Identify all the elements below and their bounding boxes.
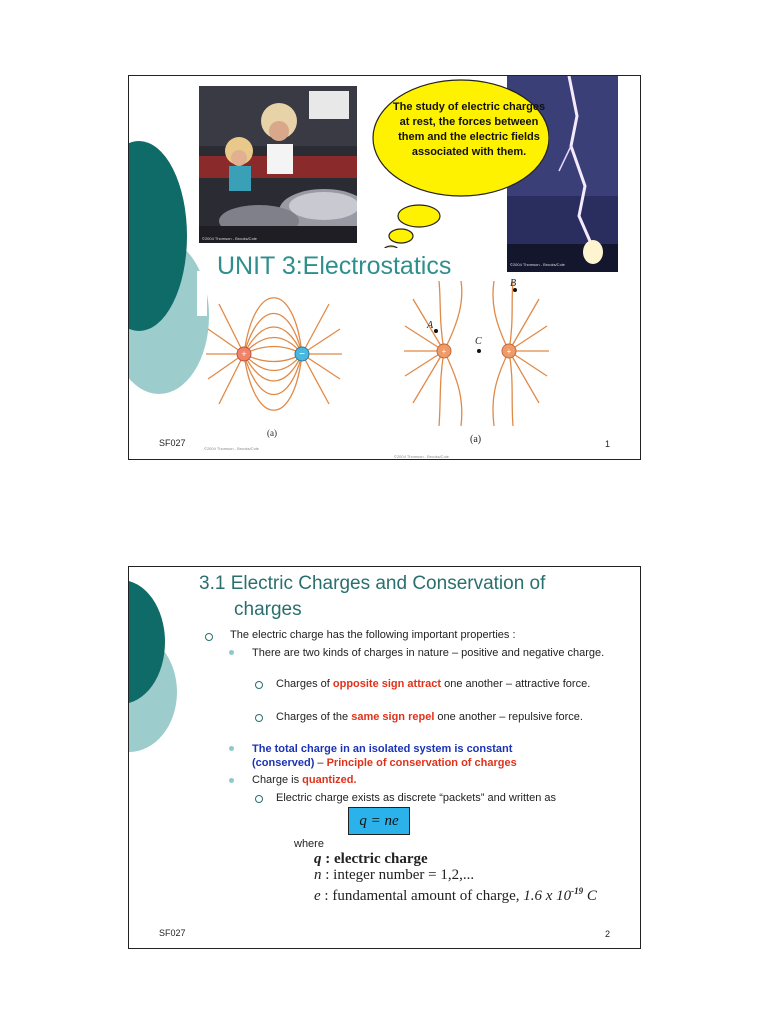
left-diagram-credit: ©2004 Thomson - Brooks/Cole [204,446,259,451]
title-line-1: 3.1 Electric Charges and Conservation of [199,573,546,594]
lightning-photo-credit: ©2004 Thomson - Brooks/Cole [510,262,565,267]
bullet-conservation: The total charge in an isolated system is constant (conserved) – Principle of conservation of charges [252,743,517,769]
where-label: where [294,838,324,850]
bullet-quantized: Charge is quantized. [252,774,357,786]
static-hair-photo [199,86,357,243]
intro-text: The electric charge has the following important properties : [230,629,516,641]
bullet-icon [229,746,234,751]
svg-text:+: + [441,347,447,356]
bullet-repel: Charges of the same sign repel one another – repulsive force. [276,711,583,723]
formula: q = ne [359,813,399,829]
formula-box [348,807,410,835]
bullet-attract: Charges of opposite sign attract one another – attractive force. [276,678,591,690]
dipole-field-diagram [204,284,364,424]
svg-text:+: + [506,347,512,356]
bullet-icon [255,714,263,722]
bullet-two-kinds: There are two kinds of charges in nature – positive and negative charge. [252,647,605,659]
definition-n: n : integer number = 1,2,... [314,867,475,883]
footer-course-code: SF027 [159,928,186,938]
bullet-icon [229,650,234,655]
unit-title: UNIT 3:Electrostatics [217,252,452,280]
footer-course-code: SF027 [159,438,186,448]
bullet-icon [255,795,263,803]
definition-q: q : electric charge [314,851,428,867]
teal-decoration [129,567,189,948]
bullet-icon [255,681,263,689]
page-number: 1 [605,439,611,449]
right-diagram-label: (a) [470,434,482,445]
definition-e: e : fundamental amount of charge, 1.6 x $10^{-19}$ C [314,886,597,904]
bullet-packets: Electric charge exists as discrete “packets” and written as [276,792,557,804]
slide-1 [128,75,641,460]
bubble-text: The study of electric charges at rest, the forces between them and the electric fields associated with them. [392,101,546,158]
page-number: 2 [605,929,611,939]
svg-text:+: + [241,349,247,359]
point-label-b: B [510,278,517,289]
slide-2 [128,566,641,949]
two-positive-field-diagram [399,281,569,431]
bullet-icon [205,633,213,641]
point-label-c: C [475,336,482,347]
left-diagram-label: (a) [267,428,277,438]
bullet-icon [229,778,234,783]
title-line-2: charges [234,599,302,620]
svg-text:−: − [299,349,305,360]
photo-credit: ©2004 Thomson - Brooks/Cole [202,236,257,241]
slide-title [199,571,629,623]
right-diagram-credit: ©2004 Thomson - Brooks/Cole [394,454,449,459]
point-label-a: A [427,320,434,331]
